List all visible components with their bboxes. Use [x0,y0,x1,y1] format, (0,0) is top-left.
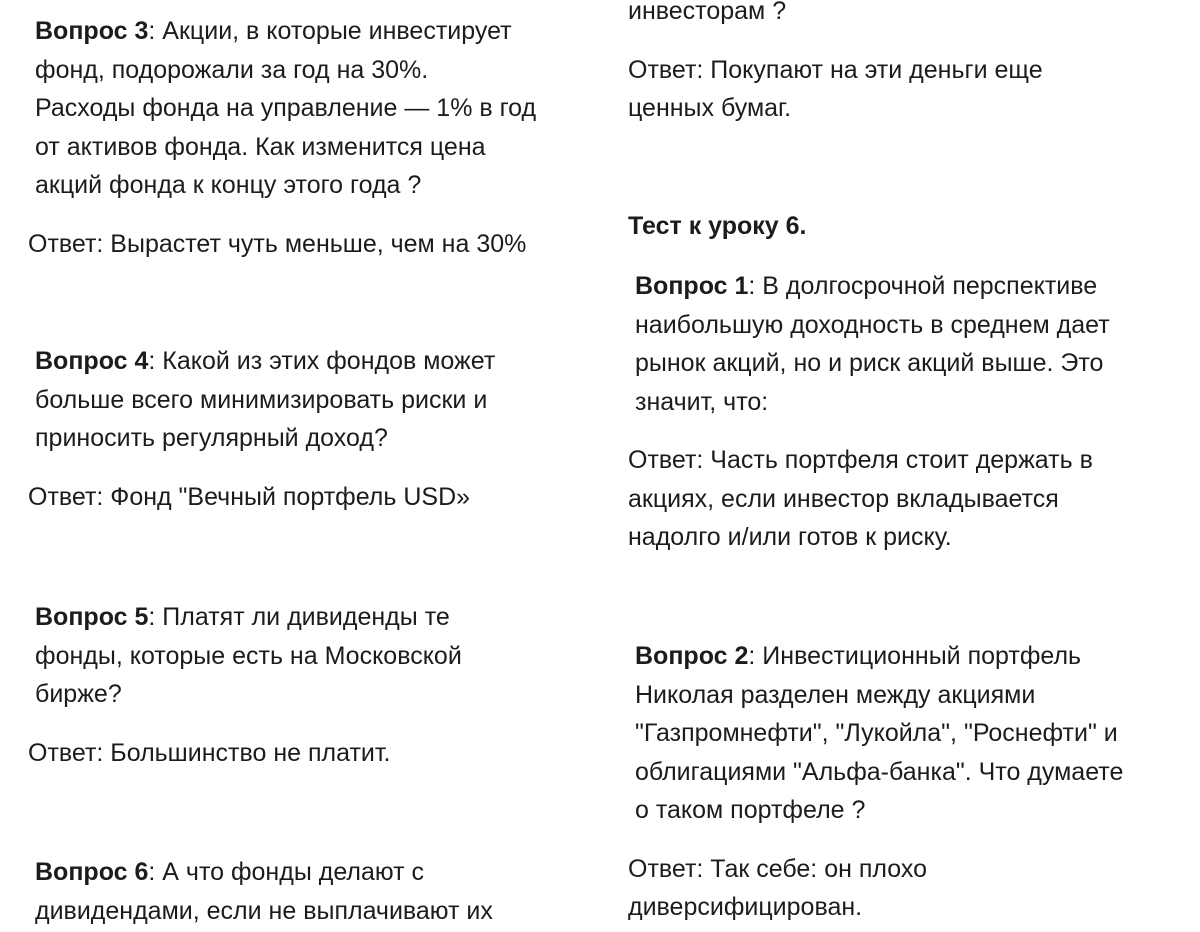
lesson-6-question-1-block [628,267,1188,557]
lesson-6-question-1-text: : В долгосрочной перспективе наибольшую доходность в среднем дает рынок акций, но и риск акций выше. Это значит, что: [635,272,1110,416]
lesson-6-question-1 [628,267,1188,421]
lesson-6-answer-2: Ответ: Так себе: он плохо диверсифицирован. [628,854,928,921]
question-3 [28,12,588,205]
question-5 [28,598,588,714]
question-5-label: Вопрос 5 [35,603,149,631]
question-3-label: Вопрос 3 [35,17,149,45]
answer-4: Ответ: Фонд "Вечный портфель USD» [28,482,471,511]
lesson-6-answer-1: Ответ: Часть портфеля стоит держать в акциях, если инвестор вкладывается надолго и/или готов к риску. [628,446,1093,551]
lesson-6-question-2-label: Вопрос 2 [635,642,749,670]
lesson-6-question-2-block [628,637,1188,927]
answer-6: Ответ: Покупают на эти деньги еще ценных бумаг. [628,55,1043,122]
question-4-text: : Какой из этих фондов может больше всего минимизировать риски и приносить регулярный доход? [35,347,496,452]
lesson-6-question-2 [628,637,1188,830]
question-4-block [28,342,588,516]
question-6 [28,853,588,930]
question-6-continued-block [628,0,1188,128]
lesson-6-question-1-label: Вопрос 1 [635,272,749,300]
question-6-text: : А что фонды делают с дивидендами, если не выплачивают их [35,858,493,925]
question-5-block [28,598,588,772]
answer-3: Ответ: Вырастет чуть меньше, чем на 30% [28,229,527,258]
lesson-6-block [628,207,1188,246]
question-4 [28,342,588,458]
lesson-6-heading: Тест к уроку 6. [628,212,807,240]
question-6-continued: инвесторам ? [628,0,787,25]
question-5-text: : Платят ли дивиденды те фонды, которые есть на Московской бирже? [35,603,462,708]
lesson-6-question-2-text: : Инвестиционный портфель Николая разделен между акциями "Газпромнефти", "Лукойла", "Роснефти" и облигациями "Альфа-банка". Что думаете о таком портфеле ? [635,642,1124,824]
question-4-label: Вопрос 4 [35,347,149,375]
question-6-label: Вопрос 6 [35,858,149,886]
question-6-block [28,853,588,930]
question-3-block [28,12,588,263]
question-3-text: : Акции, в которые инвестирует фонд, подорожали за год на 30%. Расходы фонда на управление — 1% в год от активов фонда. Как изменится цена акций фонда к концу этого года ? [35,17,537,199]
answer-5: Ответ: Большинство не платит. [28,738,391,767]
